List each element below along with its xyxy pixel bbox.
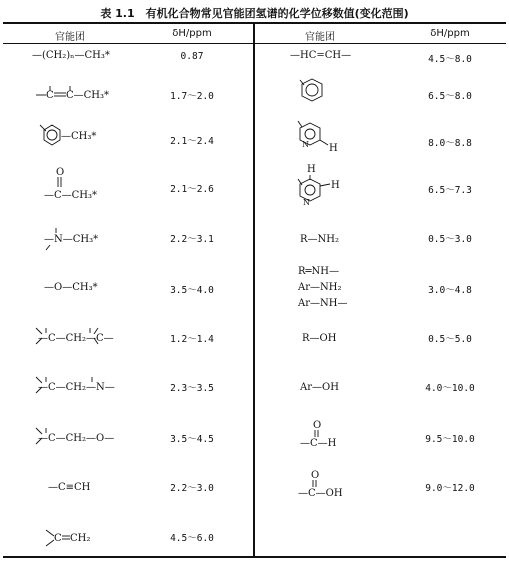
right-shift-1: 4.5～8.0: [428, 54, 472, 65]
svg-text:—C—H: —C—H: [300, 438, 337, 449]
left-shift-11: 4.5～6.0: [170, 533, 214, 544]
svg-text:Ar—NH₂: Ar—NH₂: [298, 282, 342, 293]
left-shift-5: 2.2～3.1: [170, 234, 214, 245]
svg-text:R—NH₂: R—NH₂: [300, 234, 340, 245]
left-shift-8: 2.3～3.5: [170, 383, 214, 394]
svg-text:—(CH₂)ₙ—CH₃*: —(CH₂)ₙ—CH₃*: [32, 50, 110, 61]
structure-pyridine-alpha: [298, 121, 338, 154]
svg-text:C: C: [46, 90, 54, 101]
structure-imine-aryl-amines: [297, 266, 347, 309]
structure-carboxylic-acid: [298, 470, 343, 499]
left-shift-10: 2.2～3.0: [170, 483, 214, 494]
svg-text:—C—CH₂—N—: —C—CH₂—N—: [38, 382, 115, 393]
svg-text:—C—CH₂—O—: —C—CH₂—O—: [38, 433, 115, 444]
svg-text:O: O: [311, 470, 320, 481]
svg-text:C: C: [54, 533, 62, 544]
svg-text:R—OH: R—OH: [302, 333, 337, 344]
right-shift-8: 4.0～10.0: [425, 383, 475, 394]
right-shift-3: 8.0～8.8: [428, 138, 472, 149]
svg-text:C—CH₃*: C—CH₃*: [66, 90, 110, 101]
structure-vinylic-h: [290, 50, 351, 61]
structure-alcohol: [302, 333, 337, 344]
left-shift-7: 1.2～1.4: [170, 334, 214, 345]
svg-text:H: H: [331, 180, 340, 191]
right-shift-9: 9.5～10.0: [425, 434, 475, 445]
header-right-group: 官能团: [305, 32, 335, 43]
right-shift-10: 9.0～12.0: [425, 483, 475, 494]
structure-phenol: [299, 382, 339, 393]
svg-text:H: H: [307, 164, 316, 175]
header-right-shift: δH/ppm: [430, 28, 470, 39]
table-caption: 表 1.1 有机化合物常见官能团氢谱的化学位移数值(变化范围): [100, 7, 409, 20]
structure-ch2-alpha-oxygen: [36, 428, 114, 444]
svg-text:—C—CH₃*: —C—CH₃*: [44, 190, 98, 201]
svg-text:—HC=CH—: —HC=CH—: [290, 50, 352, 61]
structure-pyridine-beta-gamma: [298, 164, 340, 207]
structure-alkyl-amine: [300, 234, 339, 245]
svg-text:—C—OH: —C—OH: [298, 488, 343, 499]
left-shift-9: 3.5～4.5: [170, 434, 214, 445]
structure-benzene: [300, 79, 322, 101]
structure-terminal-alkyne: [48, 482, 91, 493]
svg-text:—N—CH₃*: —N—CH₃*: [44, 234, 99, 245]
svg-text:N: N: [303, 198, 310, 207]
structure-aryl-methyl: [40, 125, 96, 145]
right-shift-4: 6.5～7.3: [428, 185, 472, 196]
svg-text:R═NH—: R═NH—: [298, 266, 340, 277]
svg-text:Ar—OH: Ar—OH: [300, 382, 339, 393]
structure-o-methyl: [44, 282, 98, 293]
structure-aldehyde: [300, 420, 337, 449]
svg-text:O: O: [56, 167, 65, 178]
svg-text:—CH₃*: —CH₃*: [61, 131, 97, 142]
left-shift-3: 2.1～2.4: [170, 136, 214, 147]
svg-text:O: O: [313, 420, 322, 431]
right-shift-5: 0.5～3.0: [428, 234, 472, 245]
header-left-shift: δH/ppm: [172, 28, 212, 39]
structure-allylic-methyl: [36, 86, 109, 101]
structure-methyl-ketone: [44, 167, 97, 201]
left-shift-4: 2.1～2.6: [170, 184, 214, 195]
right-shift-7: 0.5～5.0: [428, 334, 472, 345]
structure-terminal-alkene: [46, 530, 90, 546]
right-shift-2: 6.5～8.0: [428, 91, 472, 102]
structure-alkyl-methyl: [32, 50, 110, 61]
structure-ch2-alpha-nitrogen: [36, 377, 115, 393]
svg-text:—O—CH₃*: —O—CH₃*: [44, 282, 98, 293]
svg-text:CH₂: CH₂: [70, 533, 91, 544]
header-left-group: 官能团: [55, 32, 85, 43]
left-shift-2: 1.7～2.0: [170, 91, 214, 102]
svg-text:—C≡CH: —C≡CH: [48, 482, 91, 493]
structure-ch2-between-carbons: [36, 328, 114, 344]
left-shift-6: 3.5～4.0: [170, 285, 214, 296]
svg-text:N: N: [302, 140, 309, 149]
left-shift-1: 0.87: [180, 51, 204, 62]
svg-text:Ar—NH—: Ar—NH—: [298, 298, 348, 309]
structure-n-methyl: [44, 228, 98, 250]
svg-text:—C—CH₂—C—: —C—CH₂—C—: [38, 333, 114, 344]
right-shift-6: 3.0～4.8: [428, 285, 472, 296]
svg-text:H: H: [329, 143, 338, 154]
